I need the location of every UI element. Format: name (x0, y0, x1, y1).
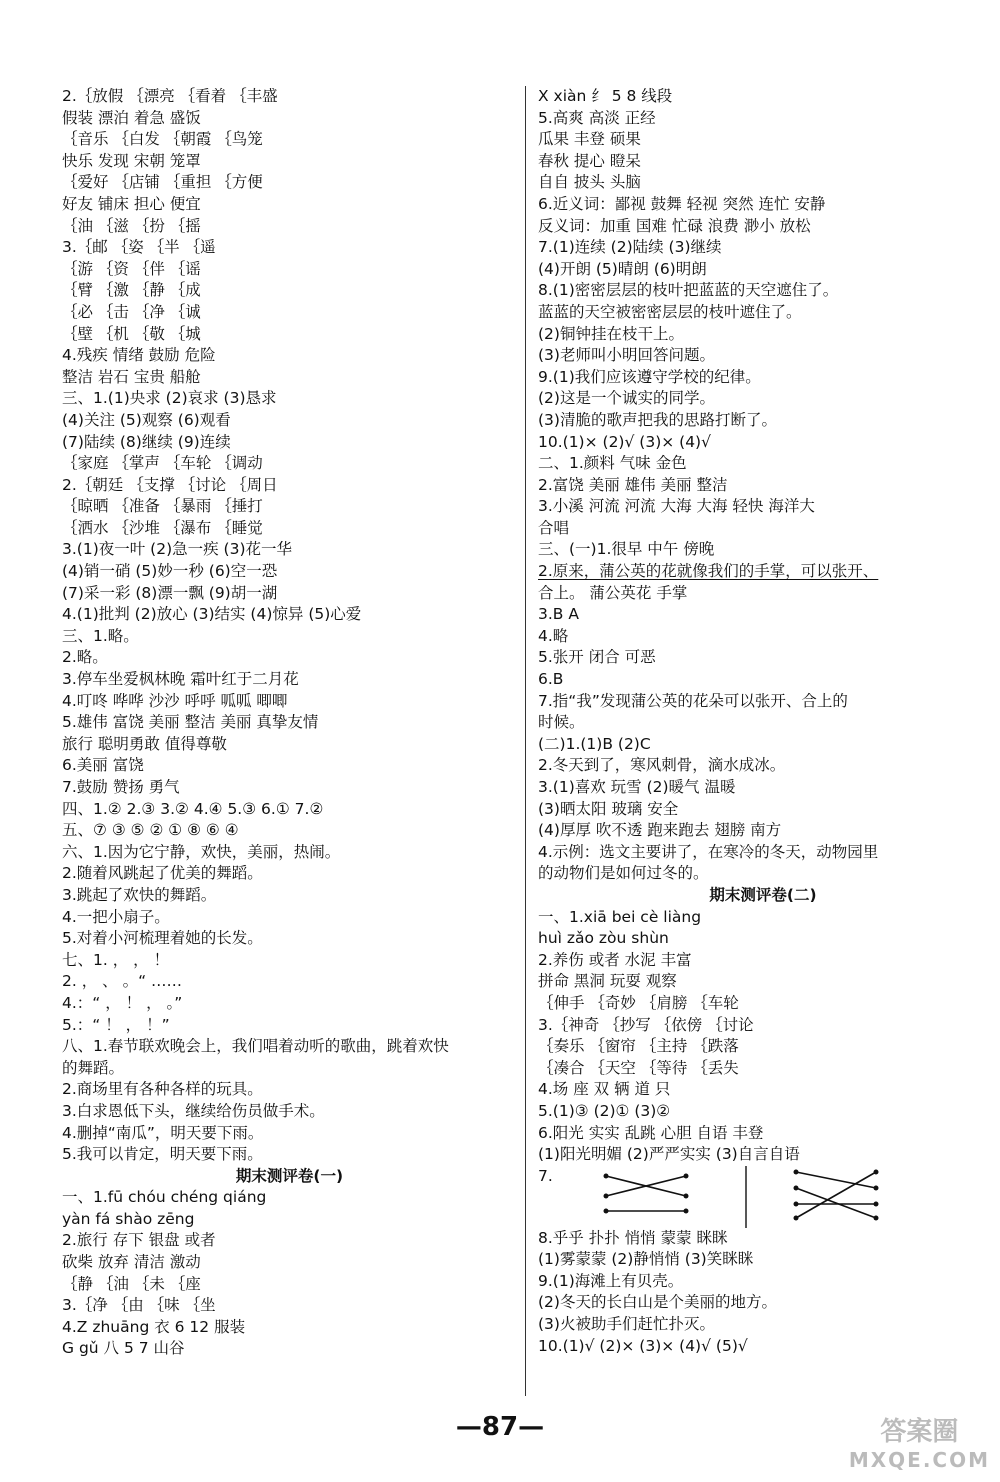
matching-lines-figure (596, 1166, 916, 1228)
left-column (62, 86, 517, 1360)
answer-line: (7)陆续 (8)继续 (9)连续 (62, 432, 231, 451)
answer-line: (3)清脆的歌声把我的思路打断了。 (538, 410, 777, 429)
answer-line: 5.我可以肯定，明天要下雨。 (62, 1145, 263, 1164)
matching-dot (874, 1215, 879, 1220)
answer-line: 3.(1)夜一叶 (2)急一疾 (3)花一华 (62, 540, 293, 559)
section-title: 期末测评卷(二) (709, 885, 817, 904)
answer-line: 3.停车坐爱枫林晚 霜叶红于二月花 (62, 670, 299, 689)
answer-line: ｛奏乐 ｛窗帘 ｛主持 ｛跌落 (538, 1037, 739, 1056)
answer-line: 5.对着小河梳理着她的长发。 (62, 929, 263, 948)
answer-line: 4.删掉“南瓜”，明天要下雨。 (62, 1123, 264, 1142)
answer-line: 假装 漂泊 着急 盛饭 (62, 108, 201, 127)
answer-line: 2.富饶 美丽 雄伟 美丽 整洁 (538, 475, 728, 494)
answer-line: 5.(1)③ (2)① (3)② (538, 1101, 671, 1120)
answer-line: 4.略 (538, 626, 569, 645)
answer-line: ｛必 ｛击 ｛净 ｛诚 (62, 302, 201, 321)
answer-line: 4.示例：选文主要讲了，在寒冷的冬天，动物园里 (538, 842, 879, 861)
answer-line: 3.小溪 河流 河流 大海 大海 轻快 海洋大 (538, 497, 815, 516)
answer-line: 一、1.xiā bei cè liàng (538, 907, 702, 926)
answer-line: 2.｛放假 ｛漂亮 ｛看着 ｛丰盛 (62, 87, 278, 105)
answer-line: ｛晾晒 ｛准备 ｛暴雨 ｛捶打 (62, 497, 263, 516)
answer-line: 春秋 提心 瞪呆 (538, 151, 641, 170)
answer-line: X xiàn 纟 5 8 线段 (538, 87, 673, 105)
answer-line: 4.一把小扇子。 (62, 907, 170, 926)
answer-line: 6.近义词：鄙视 鼓舞 轻视 突然 连忙 安静 (538, 194, 826, 213)
matching-dot (794, 1185, 799, 1190)
answer-line: 2.略。 (62, 648, 108, 667)
answer-line: (2)这是一个诚实的同学。 (538, 389, 715, 408)
answer-line: 三、1.略。 (62, 626, 139, 645)
answer-line: huì zǎo zòu shùn (538, 929, 669, 948)
answer-line: 蓝蓝的天空被密密层层的枝叶遮住了。 (538, 302, 802, 321)
answer-line: 2.冬天到了，寒风刺骨，滴水成冰。 (538, 756, 786, 775)
matching-dot (684, 1173, 689, 1178)
answer-line: 2.养伤 或者 水泥 丰富 (538, 950, 692, 969)
answer-line: 3.白求恩低下头，继续给伤员做手术。 (62, 1101, 325, 1120)
answer-line: 5.：“ ！ ， ！” (62, 1015, 170, 1034)
answer-line: 5.雄伟 富饶 美丽 整洁 美丽 真挚友情 (62, 713, 319, 732)
answer-line: 7.指“我”发现蒲公英的花朵可以张开、合上的 (538, 691, 848, 710)
answer-line: 3.跳起了欢快的舞蹈。 (62, 885, 217, 904)
answer-line: 9.(1)海滩上有贝壳。 (538, 1271, 684, 1290)
answer-line: (1)阳光明媚 (2)严严实实 (3)自言自语 (538, 1145, 800, 1164)
answer-line: 四、1.② 2.③ 3.② 4.④ 5.③ 6.① 7.② (62, 799, 324, 818)
matching-dot (874, 1185, 879, 1190)
answer-line: (4)厚厚 吹不透 跑来跑去 翅膀 南方 (538, 821, 782, 840)
answer-line: (4)关注 (5)观察 (6)观看 (62, 410, 231, 429)
answer-line: (1)雾蒙蒙 (2)静悄悄 (3)笑眯眯 (538, 1250, 754, 1269)
answer-line: 五、⑦ ③ ⑤ ② ① ⑧ ⑥ ④ (62, 821, 239, 840)
matching-dot (794, 1215, 799, 1220)
answer-line: 好友 铺床 担心 便宜 (62, 194, 201, 213)
answer-line: 3.｛神奇 ｛抄写 ｛依傍 ｛讨论 (538, 1015, 754, 1034)
answer-line: 9.(1)我们应该遵守学校的纪律。 (538, 367, 761, 386)
answer-line: 4.：“ ， ！ ， 。” (62, 993, 183, 1012)
answer-line: 3.｛净 ｛由 ｛味 ｛坐 (62, 1296, 216, 1315)
section-title: 期末测评卷(一) (235, 1166, 344, 1185)
answer-line: 5.张开 闭合 可恶 (538, 648, 656, 667)
answer-line: 2.旅行 存下 银盘 或者 (62, 1231, 216, 1250)
answer-line: 时候。 (538, 713, 585, 732)
matching-dot (604, 1208, 609, 1213)
matching-dot (874, 1201, 879, 1206)
watermark-line2: MXQE.COM (848, 1448, 990, 1472)
answer-line: 4.Z zhuāng 衣 6 12 服装 (62, 1317, 246, 1336)
right-column (538, 86, 988, 1357)
answer-line: ｛油 ｛滋 ｛扮 ｛摇 (62, 216, 201, 235)
answer-line: ｛音乐 ｛白发 ｛朝霞 ｛鸟笼 (62, 130, 263, 149)
answer-line: G gǔ 八 5 7 山谷 (62, 1339, 185, 1358)
answer-line: 2. ， 、 。“ …… (62, 972, 183, 991)
answer-line: 瓜果 丰登 硕果 (538, 130, 641, 149)
watermark-line1: 答案圈 (880, 1417, 959, 1447)
answer-line: 8.乎乎 扑扑 悄悄 蒙蒙 眯眯 (538, 1228, 728, 1247)
column-divider (525, 86, 526, 1396)
answer-line: 的舞蹈。 (62, 1058, 125, 1077)
matching-line (796, 1172, 876, 1218)
answer-line: 2.随着风跳起了优美的舞蹈。 (62, 864, 263, 883)
answer-line: 七、1. ， ， ！ (62, 950, 170, 969)
answer-line: ｛凑合 ｛天空 ｛等待 ｛丢失 (538, 1058, 739, 1077)
answer-line: 7.鼓励 赞扬 勇气 (62, 778, 180, 796)
answer-line: 八、1.春节联欢晚会上，我们唱着动听的歌曲，跳着欢快 (62, 1037, 449, 1056)
answer-line: (3)晒太阳 玻璃 安全 (538, 799, 679, 818)
matching-dot (874, 1169, 879, 1174)
matching-dot (794, 1169, 799, 1174)
answer-line: 快乐 发现 宋朝 笼罩 (62, 151, 201, 170)
answer-line: ｛游 ｛资 ｛伴 ｛谣 (62, 259, 201, 278)
answer-line: 5.高爽 高淡 正经 (538, 108, 656, 127)
answer-line: ｛伸手 ｛奇妙 ｛肩膀 ｛车轮 (538, 993, 739, 1012)
page-number: —87— (455, 1412, 545, 1442)
answer-line: 7. (538, 1166, 988, 1228)
answer-line: 4.(1)批判 (2)放心 (3)结实 (4)惊异 (5)心爱 (62, 605, 362, 624)
answer-line: 10.(1)√ (2)× (3)× (4)√ (5)√ (538, 1336, 748, 1355)
answer-line: ｛静 ｛油 ｛未 ｛座 (62, 1274, 201, 1293)
answer-line: 2.商场里有各种各样的玩具。 (62, 1080, 263, 1099)
answer-line: (3)火被助手们赶忙扑灭。 (538, 1315, 715, 1334)
answer-line: 三、1.(1)央求 (2)哀求 (3)恳求 (62, 389, 277, 408)
matching-line (796, 1188, 876, 1218)
answer-line: 拼命 黑洞 玩耍 观察 (538, 972, 677, 991)
answer-line: 3.B A (538, 605, 579, 624)
matching-line (796, 1172, 876, 1188)
answer-line: 六、1.因为它宁静，欢快，美丽，热闹。 (62, 842, 341, 861)
answer-line: 旅行 聪明勇敢 值得尊敬 (62, 734, 227, 753)
answer-line: 3.(1)喜欢 玩雪 (2)暖气 温暖 (538, 778, 736, 796)
answer-line: 8.(1)密密层层的枝叶把蓝蓝的天空遮住了。 (538, 281, 839, 300)
answer-line: 一、1.fū chóu chéng qiáng (62, 1188, 267, 1207)
answer-line: 2.原来，蒲公英的花就像我们的手掌，可以张开、 (538, 562, 879, 581)
answer-line: (7)采一彩 (8)漂一飘 (9)胡一湖 (62, 583, 278, 602)
answer-line: ｛洒水 ｛沙堆 ｛瀑布 ｛睡觉 (62, 518, 263, 537)
answer-line: 的动物们是如何过冬的。 (538, 864, 709, 883)
answer-line: ｛臂 ｛激 ｛静 ｛成 (62, 281, 201, 300)
answer-line: 10.(1)× (2)√ (3)× (4)√ (538, 432, 711, 451)
answer-line: 反义词：加重 国难 忙碌 浪费 渺小 放松 (538, 216, 811, 235)
answer-line: 三、(一)1.很早 中午 傍晚 (538, 540, 715, 559)
answer-line: 3.｛邮 ｛姿 ｛半 ｛遥 (62, 238, 216, 257)
answer-line: (3)老师叫小明回答问题。 (538, 346, 715, 365)
answer-line: ｛壁 ｛机 ｛敬 ｛城 (62, 324, 201, 343)
answer-line: (4)开朗 (5)晴朗 (6)明朗 (538, 259, 707, 278)
answer-line: 整洁 岩石 宝贵 船舱 (62, 367, 201, 386)
answer-line: yàn fá shào zēng (62, 1209, 195, 1228)
answer-line: 4.叮咚 哗哗 沙沙 呼呼 呱呱 唧唧 (62, 691, 288, 710)
answer-line: 合唱 (538, 518, 570, 537)
answer-line: 二、1.颜料 气味 金色 (538, 454, 687, 473)
answer-line: 2.｛朝廷 ｛支撑 ｛讨论 ｛周日 (62, 475, 278, 494)
matching-dot (684, 1193, 689, 1198)
answer-line: 6.美丽 富饶 (62, 756, 144, 775)
matching-dot (794, 1201, 799, 1206)
answer-line: ｛爱好 ｛店铺 ｛重担 ｛方便 (62, 173, 263, 192)
answer-line: (2)冬天的长白山是个美丽的地方。 (538, 1293, 777, 1312)
answer-line: 6.B (538, 670, 564, 689)
answer-line: (二)1.(1)B (2)C (538, 734, 651, 753)
answer-line: 合上。 蒲公英花 手掌 (538, 583, 688, 602)
watermark-logo (849, 1418, 990, 1474)
matching-dot (684, 1208, 689, 1213)
answer-line: 6.阳光 实实 乱跳 心胆 自语 丰登 (538, 1123, 764, 1142)
answer-line: (4)销一硝 (5)妙一秒 (6)空一恐 (62, 562, 278, 581)
answer-line: 自自 披头 头脑 (538, 173, 641, 192)
answer-line: 4.场 座 双 辆 道 只 (538, 1080, 671, 1099)
matching-dot (604, 1173, 609, 1178)
matching-dot (604, 1193, 609, 1198)
answer-line: 砍柴 放弃 清洁 激动 (62, 1253, 201, 1272)
answer-line: ｛家庭 ｛掌声 ｛车轮 ｛调动 (62, 454, 263, 473)
answer-line: 7.(1)连续 (2)陆续 (3)继续 (538, 238, 722, 257)
answer-line: (2)铜钟挂在枝干上。 (538, 324, 684, 343)
answer-line: 4.残疾 情绪 鼓励 危险 (62, 346, 216, 365)
